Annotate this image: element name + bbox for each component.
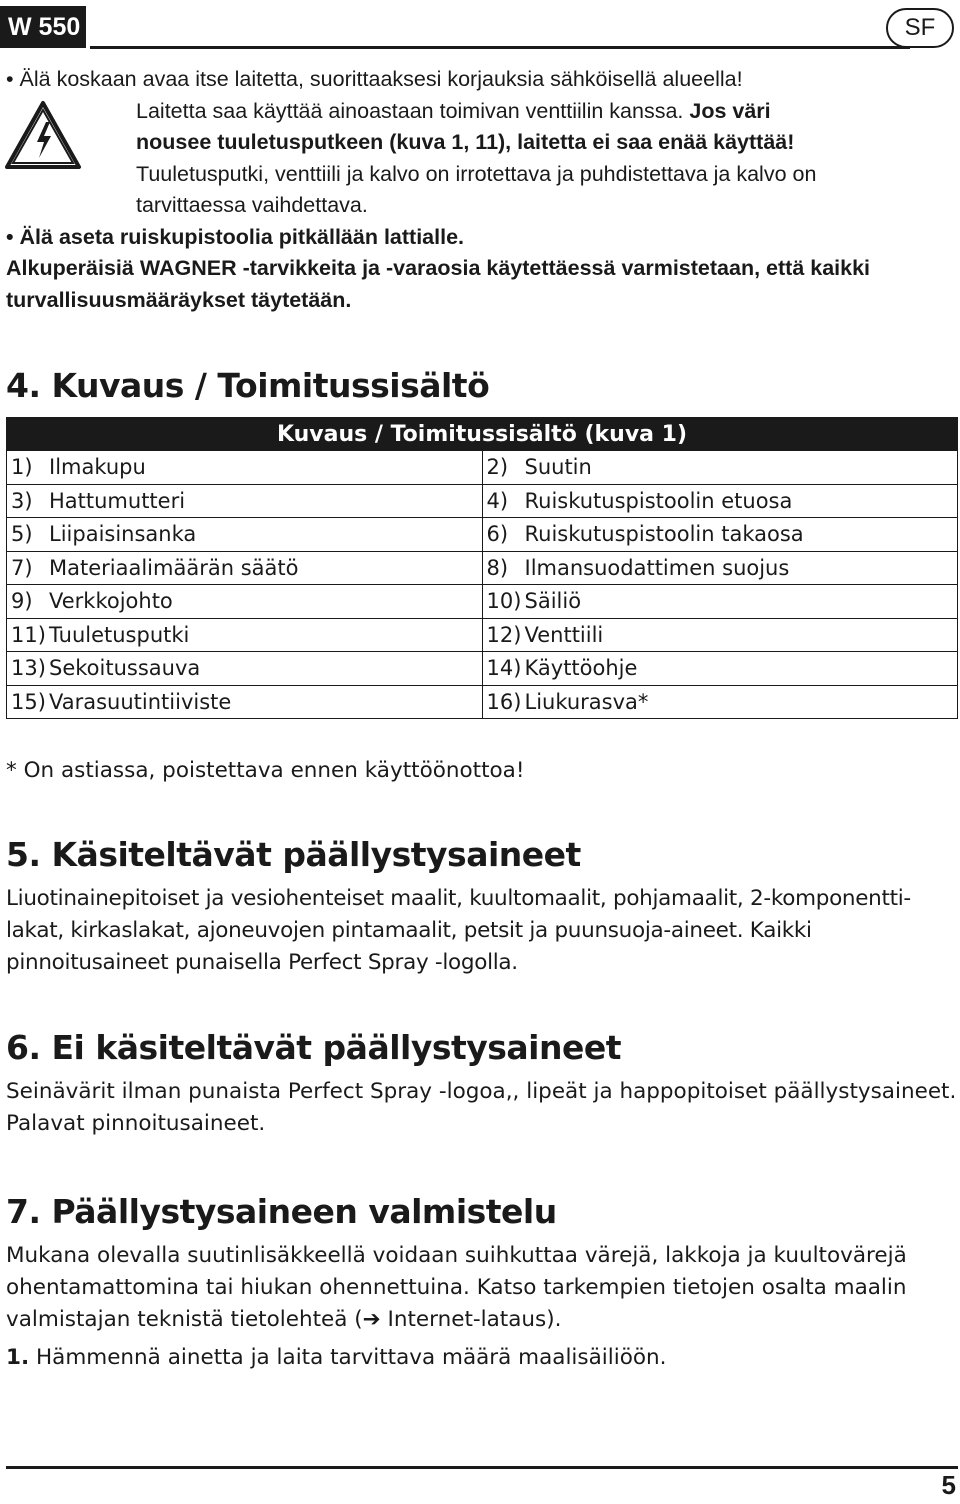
part-name: Varasuutintiiviste (49, 689, 232, 714)
part-name: Sekoitussauva (49, 656, 201, 681)
table-footnote: * On astiassa, poistettava ennen käyttöönottoa! (6, 758, 525, 783)
part-name: Verkkojohto (49, 589, 173, 614)
arrow-icon: ➔ (362, 1307, 381, 1332)
part-number: 12) (486, 622, 522, 647)
part-cell (7, 585, 483, 619)
safety-line: Laitetta saa käyttää ainoastaan toimivan venttiilin kanssa. Jos väri (136, 98, 771, 123)
safety-line: Alkuperäisiä WAGNER -tarvikkeita ja -varaosia käytettäessä varmistetaan, että kaikki (6, 256, 871, 280)
part-name: Liukurasva* (524, 689, 649, 714)
part-name: Liipaisinsanka (49, 522, 197, 547)
part-name: Käyttöohje (524, 656, 638, 681)
footer-rule (6, 1466, 958, 1469)
safety-notes (6, 64, 958, 316)
part-name: Venttiili (524, 622, 604, 647)
parts-table-title: Kuvaus / Toimitussisältö (kuva 1) (7, 418, 958, 451)
part-cell (482, 618, 958, 652)
model-badge: W 550 (0, 6, 86, 48)
part-number: 16) (486, 689, 522, 714)
section-5-text: Liuotinainepitoiset ja vesiohenteiset maalit, kuultomaalit, pohjamaalit, 2-komponentti-lakat, kirkaslakat, ajoneuvojen pintamaalit, petsit ja puunsuoja-aineet. Kaikki pinnoitusaineet punaisella Perfect Spray -logolla. (6, 886, 911, 975)
part-cell (7, 618, 483, 652)
part-number: 2) (486, 455, 509, 480)
part-number: 7) (11, 555, 33, 580)
section-5-title: 5. Käsiteltävät päällystysaineet (6, 835, 581, 874)
section-6-title: 6. Ei käsiteltävät päällystysaineet (6, 1028, 622, 1067)
part-number: 6) (486, 522, 509, 547)
part-cell (482, 585, 958, 619)
part-cell (7, 518, 483, 552)
section-6-text: Seinävärit ilman punaista Perfect Spray -logoa,, lipeät ja happopitoiset päällystysaineet. Palavat pinnoitusaineet. (6, 1079, 957, 1136)
part-name: Hattumutteri (49, 488, 186, 513)
part-name: Ruiskutuspistoolin takaosa (524, 522, 804, 547)
section-7-title: 7. Päällystysaineen valmistelu (6, 1192, 557, 1231)
part-name: Ruiskutuspistoolin etuosa (524, 488, 793, 513)
safety-line: nousee tuuletusputkeen (kuva 1, 11), laitetta ei saa enää käyttää! (136, 130, 795, 154)
part-cell (7, 451, 483, 485)
parts-table (6, 417, 958, 719)
safety-line: • Älä aseta ruiskupistoolia pitkällään lattialle. (6, 222, 958, 254)
part-cell (482, 652, 958, 686)
table-row (7, 451, 958, 485)
part-number: 5) (11, 522, 33, 547)
part-cell (482, 518, 958, 552)
table-row (7, 551, 958, 585)
language-badge: SF (886, 8, 954, 48)
table-row (7, 518, 958, 552)
part-number: 3) (11, 488, 33, 513)
part-cell (7, 685, 483, 719)
part-cell (482, 451, 958, 485)
part-name: Ilmansuodattimen suojus (524, 555, 790, 580)
section-7-text: Mukana olevalla suutinlisäkkeellä voidaan suihkuttaa värejä, lakkoja ja kuultovärejä ohentamattomina tai hiukan ohennettuina. Katso tarkempien tietojen osalta maalin valmistajan teknistä tietolehteä (➔ Internet-lataus). (6, 1243, 907, 1332)
table-row (7, 652, 958, 686)
part-cell (482, 685, 958, 719)
part-number: 15) (11, 689, 46, 714)
part-cell (7, 652, 483, 686)
table-row (7, 685, 958, 719)
safety-line: • Älä koskaan avaa itse laitetta, suorittaaksesi korjauksia sähköisellä alueella! (6, 64, 958, 96)
part-cell (482, 551, 958, 585)
part-name: Suutin (524, 455, 592, 480)
table-row (7, 484, 958, 518)
part-number: 8) (486, 555, 509, 580)
safety-line: tarvittaessa vaihdettava. (136, 193, 368, 217)
part-number: 1) (11, 455, 33, 480)
part-number: 10) (486, 589, 522, 614)
part-cell (7, 484, 483, 518)
header-rule (90, 46, 910, 49)
safety-line: Tuuletusputki, venttiili ja kalvo on irrotettava ja puhdistettava ja kalvo on (136, 161, 817, 186)
part-number: 4) (486, 488, 509, 513)
table-row (7, 585, 958, 619)
part-cell (7, 551, 483, 585)
part-number: 13) (11, 656, 46, 681)
page-number: 5 (941, 1470, 956, 1500)
part-name: Materiaalimäärän säätö (49, 555, 299, 580)
section-4-title: 4. Kuvaus / Toimitussisältö (6, 366, 490, 405)
part-cell (482, 484, 958, 518)
part-number: 11) (11, 622, 46, 647)
safety-line: turvallisuusmääräykset täytetään. (6, 287, 352, 312)
part-name: Ilmakupu (49, 455, 146, 480)
part-number: 9) (11, 589, 33, 614)
part-name: Säiliö (524, 589, 582, 614)
table-row (7, 618, 958, 652)
part-number: 14) (486, 656, 522, 681)
part-name: Tuuletusputki (49, 622, 190, 647)
section-7-step: 1. Hämmennä ainetta ja laita tarvittava määrä maalisäiliöön. (6, 1345, 667, 1370)
